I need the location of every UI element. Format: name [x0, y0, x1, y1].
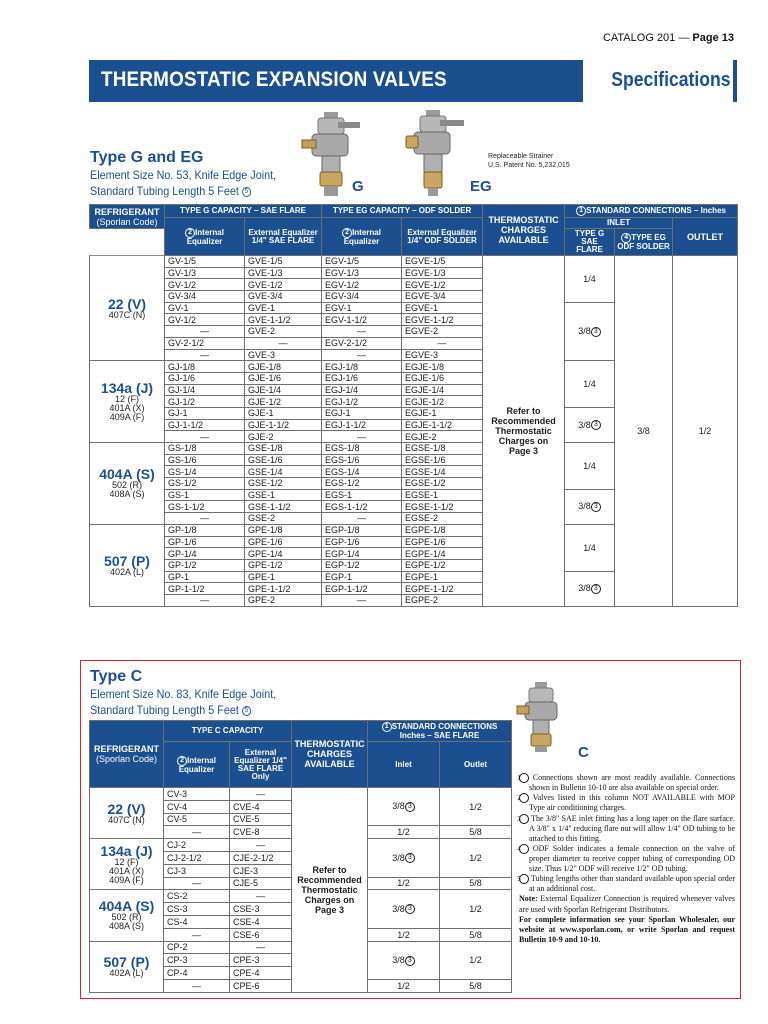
equalizer-note: Note: External Equalizer Connection is required whenever valves are used with Sporlan Refrigerant Distributors. [519, 894, 735, 914]
eg-external-cell: EGPE-1-1/2 [402, 583, 483, 595]
note-5-marker: 5 [242, 187, 251, 197]
note-marker: 3 [591, 584, 601, 594]
note-marker: 3 [405, 904, 415, 914]
valve-eg-label: EG [470, 178, 492, 195]
eg-external-cell: EGPE-1/8 [402, 524, 483, 536]
g-internal-cell: — [165, 594, 245, 606]
inlet-cell: 1/2 [368, 877, 440, 890]
c-internal-cell: CV-4 [164, 800, 230, 813]
eg-internal-cell: EGS-1 [322, 489, 402, 501]
catalog-label: CATALOG 201 — [602, 32, 690, 44]
refrigerant-alt: 401A (X) [108, 865, 145, 876]
g-external-cell: GSE-1/4 [245, 466, 322, 478]
eg-external-cell: EGPE-1/4 [402, 548, 483, 560]
eg-external-cell: EGPE-1/2 [402, 559, 483, 571]
page-title: THERMOSTATIC EXPANSION VALVES [101, 68, 447, 91]
g-external-cell: GPE-1 [245, 571, 322, 583]
page-number: Page 13 [692, 32, 734, 44]
outlet-cell: 1/2 [673, 256, 738, 607]
valve-c-image [515, 680, 571, 754]
eg-external-cell: EGJE-1/8 [402, 361, 483, 373]
eg-external-cell: EGSE-1/4 [402, 466, 483, 478]
inlet-cell: 1/2 [368, 979, 440, 992]
eg-external-cell: EGJE-1/4 [402, 384, 483, 396]
thermostatic-cell: Refer to Recommended Thermostatic Charges on Page 3 [483, 256, 565, 607]
type-g-subtitle-2: Standard Tubing Length 5 Feet 5 [90, 183, 251, 199]
c-external-cell: CJE-5 [230, 877, 292, 890]
eg-external-cell: EGVE-1-1/2 [402, 314, 483, 326]
refrigerant-alt: 408A (S) [108, 921, 145, 932]
note-marker: 4 [519, 844, 529, 854]
g-external-cell: GPE-1/6 [245, 536, 322, 548]
c-internal-cell: CV-3 [164, 788, 230, 801]
g-internal-cell: GJ-1/2 [165, 396, 245, 408]
eg-external-cell: EGJE-1/6 [402, 372, 483, 384]
refrigerant-cell [90, 256, 165, 361]
inlet-cell: 3/8 3 [368, 941, 440, 979]
type-c-table [89, 720, 512, 993]
c-external-cell: CVE-8 [230, 826, 292, 839]
footnote: 1 Connections shown are most readily available. Connections shown in Bulletin 10-10 are also available on special order. [517, 773, 735, 793]
refrigerant-cell [90, 524, 165, 606]
c-internal-cell: — [164, 826, 230, 839]
inlet-cell: 3/8 3 [368, 788, 440, 826]
g-internal-cell: GV-3/4 [165, 291, 245, 303]
g-external-cell: GSE-2 [245, 513, 322, 525]
note-marker: 5 [519, 874, 529, 884]
type-g-title: Type G and EG [90, 149, 204, 166]
c-internal-cell: — [164, 877, 230, 890]
eg-internal-cell: EGJ-1-1/2 [322, 419, 402, 431]
eg-external-cell: EGVE-1/3 [402, 267, 483, 279]
c-internal-cell: CJ-2-1/2 [164, 851, 230, 864]
g-internal-cell: GJ-1-1/2 [165, 419, 245, 431]
note-label: Note: [519, 894, 538, 904]
eg-internal-cell: EGS-1/2 [322, 478, 402, 490]
eg-external-cell: EGSE-1-1/2 [402, 501, 483, 513]
c-external-header: External Equalizer 1/4" SAE FLARE Only [230, 742, 292, 788]
eg-external-cell: EGJE-1-1/2 [402, 419, 483, 431]
g-external-cell: GVE-1/5 [245, 256, 322, 268]
title-banner [89, 60, 737, 102]
eg-internal-cell: EGJ-1/2 [322, 396, 402, 408]
note-marker: 3 [519, 814, 529, 824]
g-external-cell: GJE-1-1/2 [245, 419, 322, 431]
c-external-cell: CPE-4 [230, 967, 292, 980]
refrigerant-name: 404A (S) [98, 898, 155, 915]
g-internal-cell: GP-1 [165, 571, 245, 583]
eg-internal-cell: EGP-1-1/2 [322, 583, 402, 595]
outlet-cell: 1/2 [440, 839, 512, 877]
refrigerant-name: 134a (J) [100, 380, 154, 397]
inlet-g-cell: 1/4 [565, 524, 615, 571]
refrigerant-name: 507 (P) [103, 954, 150, 971]
thermostatic-cell: Refer to Recommended Thermostatic Charges on Page 3 [292, 788, 368, 993]
g-internal-cell: — [165, 349, 245, 361]
c-internal-cell: — [164, 979, 230, 992]
inlet-eg-cell: 3/8 [615, 256, 673, 607]
note-5-marker: 5 [242, 706, 251, 716]
inlet-header: Inlet [368, 742, 440, 788]
g-internal-cell: GS-1/2 [165, 478, 245, 490]
g-external-cell: GVE-3/4 [245, 291, 322, 303]
refrigerant-name: 507 (P) [104, 552, 150, 569]
type-g-subtitle-1: Element Size No. 53, Knife Edge Joint, [90, 168, 277, 182]
type-g-table [89, 204, 738, 607]
c-internal-cell: CJ-3 [164, 864, 230, 877]
eg-internal-cell: EGS-1/8 [322, 443, 402, 455]
g-external-cell: GSE-1/6 [245, 454, 322, 466]
c-internal-cell: CV-5 [164, 813, 230, 826]
c-internal-cell: CS-2 [164, 890, 230, 903]
info-text: For complete information see your Sporlan Wholesaler, our website at www.sporlan.com, or write Sporlan and request Bulletin 10-9 and 10-10. [519, 914, 735, 944]
c-internal-cell: — [164, 928, 230, 941]
type-c-subtitle-2: Standard Tubing Length 5 Feet 5 [90, 702, 251, 718]
refrigerant-header: REFRIGERANT (Sporlan Code) [90, 205, 165, 229]
c-external-cell: CSE-3 [230, 903, 292, 916]
eg-external-cell: EGSE-1/2 [402, 478, 483, 490]
g-internal-cell: GV-2-1/2 [165, 337, 245, 349]
g-external-cell: GSE-1/8 [245, 443, 322, 455]
g-internal-cell: GS-1-1/2 [165, 501, 245, 513]
g-internal-cell: GJ-1 [165, 407, 245, 419]
patent-note: Replaceable Strainer U.S. Patent No. 5,232,015 [488, 153, 570, 169]
eg-internal-cell: EGV-1/5 [322, 256, 402, 268]
c-external-cell: CJE-2-1/2 [230, 851, 292, 864]
c-external-cell: — [230, 839, 292, 852]
inlet-g-cell: 1/4 [565, 443, 615, 490]
refrigerant-cell [90, 788, 164, 839]
refrigerant-name: 22 (V) [107, 295, 147, 312]
g-internal-cell: GV-1/3 [165, 267, 245, 279]
refrigerant-cell [90, 443, 165, 525]
footnote: 4 ODF Solder indicates a female connection on the valve of proper diameter to receive copper tubing of corresponding OD size. Thus 1/2" ODF will receive 1/2" OD tubing. [517, 843, 735, 874]
note-marker: 1 [519, 773, 529, 783]
eg-internal-cell: — [322, 431, 402, 443]
g-external-cell: GPE-1-1/2 [245, 583, 322, 595]
inlet-g-cell: 3/8 3 [565, 489, 615, 524]
refrigerant-cell [90, 941, 164, 992]
g-internal-header: 2 Internal Equalizer [165, 218, 245, 256]
standard-connections-header: 1 STANDARD CONNECTIONS Inches – SAE FLARE [368, 721, 512, 742]
eg-external-cell: EGSE-1 [402, 489, 483, 501]
note-marker: 3 [591, 420, 601, 430]
c-external-cell: — [230, 788, 292, 801]
inlet-g-cell: 1/4 [565, 256, 615, 303]
eg-external-cell: EGVE-3 [402, 349, 483, 361]
thermostatic-header: THERMOSTATIC CHARGES AVAILABLE [483, 205, 565, 256]
refrigerant-alt: 407C (N) [108, 814, 145, 825]
c-internal-cell: CP-4 [164, 967, 230, 980]
eg-external-cell: EGPE-1 [402, 571, 483, 583]
eg-external-cell: EGVE-2 [402, 326, 483, 338]
eg-internal-cell: EGJ-1/4 [322, 384, 402, 396]
c-external-cell: — [230, 941, 292, 954]
inlet-g-cell: 3/8 3 [565, 407, 615, 442]
inlet-g-cell: 1/4 [565, 361, 615, 408]
inlet-cell: 3/8 3 [368, 890, 440, 928]
refrigerant-name: 134a (J) [100, 842, 153, 859]
g-internal-cell: GV-1/2 [165, 314, 245, 326]
footnote: 2 Valves listed in this column NOT AVAILABLE with MOP Type air conditioning charges. [517, 793, 735, 813]
eg-external-cell: EGSE-2 [402, 513, 483, 525]
eg-external-cell: EGSE-1/8 [402, 443, 483, 455]
info-note [519, 915, 735, 945]
g-internal-cell: — [165, 326, 245, 338]
c-external-cell: CPE-3 [230, 954, 292, 967]
eg-internal-cell: EGV-3/4 [322, 291, 402, 303]
eg-external-cell: EGVE-3/4 [402, 291, 483, 303]
refrigerant-cell [90, 890, 164, 941]
g-internal-cell: GP-1/2 [165, 559, 245, 571]
table-row [90, 788, 512, 801]
g-external-cell: GVE-2 [245, 326, 322, 338]
g-external-cell: GSE-1/2 [245, 478, 322, 490]
eg-external-cell: EGJE-1 [402, 407, 483, 419]
inlet-cell: 3/8 3 [368, 839, 440, 877]
c-internal-cell: CJ-2 [164, 839, 230, 852]
note-marker: 3 [405, 802, 415, 812]
eg-internal-cell: — [322, 349, 402, 361]
refrigerant-alt: 12 (F) [114, 856, 139, 867]
g-internal-cell: GS-1/6 [165, 454, 245, 466]
valve-eg-image [402, 108, 472, 198]
g-internal-cell: GP-1/6 [165, 536, 245, 548]
eg-external-cell: EGPE-1/6 [402, 536, 483, 548]
specifications-tab [583, 60, 733, 102]
refrigerant-alt: 12 (F) [114, 394, 139, 405]
inlet-eg-header: 4 TYPE EG ODF SOLDER [615, 229, 673, 256]
footnote: 5 Tubing lengths other than standard available upon special order at an additional cost. [517, 874, 735, 894]
g-external-cell: GJE-1/8 [245, 361, 322, 373]
refrigerant-alt: 401A (X) [109, 403, 145, 414]
specifications-label: Specifications [611, 69, 731, 91]
g-external-cell: GVE-1 [245, 302, 322, 314]
g-external-cell: GJE-1 [245, 407, 322, 419]
type-c-title: Type C [90, 668, 143, 685]
g-external-cell: GVE-1/2 [245, 279, 322, 291]
valve-c-label: C [578, 744, 589, 761]
g-external-cell: GJE-1/2 [245, 396, 322, 408]
outlet-cell: 5/8 [440, 979, 512, 992]
g-external-header: External Equalizer 1/4" SAE FLARE [245, 218, 322, 256]
c-internal-cell: CP-3 [164, 954, 230, 967]
c-external-cell: CJE-3 [230, 864, 292, 877]
g-external-cell: GSE-1-1/2 [245, 501, 322, 513]
eg-external-cell: EGVE-1/5 [402, 256, 483, 268]
eg-internal-cell: EGP-1/4 [322, 548, 402, 560]
note-marker: 3 [591, 327, 601, 337]
note-marker: 3 [591, 502, 601, 512]
g-external-cell: GPE-1/2 [245, 559, 322, 571]
inlet-g-cell: 3/8 3 [565, 302, 615, 360]
g-internal-cell: — [165, 513, 245, 525]
type-c-subtitle-1: Element Size No. 83, Knife Edge Joint, [90, 687, 277, 701]
eg-external-header: External Equalizer 1/4" ODF SOLDER [402, 218, 483, 256]
c-external-cell: CPE-6 [230, 979, 292, 992]
g-external-cell: GPE-1/4 [245, 548, 322, 560]
eg-internal-cell: EGP-1 [322, 571, 402, 583]
outlet-cell: 1/2 [440, 890, 512, 928]
g-capacity-header: TYPE G CAPACITY – SAE FLARE [165, 205, 322, 218]
g-external-cell: GVE-1-1/2 [245, 314, 322, 326]
refrigerant-name: 22 (V) [107, 800, 146, 817]
eg-external-cell: EGVE-1 [402, 302, 483, 314]
outlet-cell: 1/2 [440, 941, 512, 979]
g-internal-cell: — [165, 431, 245, 443]
eg-internal-cell: EGJ-1 [322, 407, 402, 419]
eg-external-cell: EGPE-2 [402, 594, 483, 606]
c-internal-cell: CS-4 [164, 915, 230, 928]
g-external-cell: GPE-1/8 [245, 524, 322, 536]
g-external-cell: GVE-1/3 [245, 267, 322, 279]
refrigerant-cell [90, 361, 165, 443]
inlet-g-cell: 3/8 3 [565, 571, 615, 606]
eg-internal-cell: EGV-1/2 [322, 279, 402, 291]
catalog-header [603, 32, 734, 44]
eg-internal-cell: EGS-1/4 [322, 466, 402, 478]
g-internal-cell: GJ-1/8 [165, 361, 245, 373]
g-external-cell: GJE-1/6 [245, 372, 322, 384]
outlet-cell: 1/2 [440, 788, 512, 826]
g-external-cell: GJE-2 [245, 431, 322, 443]
eg-internal-cell: EGV-1 [322, 302, 402, 314]
eg-internal-cell: EGP-1/8 [322, 524, 402, 536]
refrigerant-alt: 402A (L) [109, 968, 144, 979]
inlet-g-header: TYPE G SAE FLARE [565, 229, 615, 256]
thermostatic-header: THERMOSTATIC CHARGES AVAILABLE [292, 721, 368, 788]
g-external-cell: — [245, 337, 322, 349]
c-capacity-header: TYPE C CAPACITY [164, 721, 292, 742]
eg-external-cell: EGJE-2 [402, 431, 483, 443]
refrigerant-cell [90, 839, 164, 890]
c-internal-cell: CP-2 [164, 941, 230, 954]
g-internal-cell: GV-1/5 [165, 256, 245, 268]
inlet-cell: 1/2 [368, 826, 440, 839]
g-internal-cell: GV-1 [165, 302, 245, 314]
c-external-cell: CVE-5 [230, 813, 292, 826]
refrigerant-alt: 402A (L) [109, 566, 145, 577]
eg-internal-cell: — [322, 594, 402, 606]
eg-external-cell: EGVE-1/2 [402, 279, 483, 291]
outlet-header: OUTLET [673, 218, 738, 256]
c-external-cell: — [230, 890, 292, 903]
g-external-cell: GSE-1 [245, 489, 322, 501]
outlet-cell: 5/8 [440, 928, 512, 941]
g-internal-cell: GS-1/8 [165, 443, 245, 455]
footnote: 3 The 3/8" SAE inlet fitting has a long taper on the flare surface. A 3/8" x 1/4" reducing flare nut will allow 1/4" OD tubing to be attached to this fitting. [517, 813, 735, 843]
g-internal-cell: GJ-1/6 [165, 372, 245, 384]
c-external-cell: CVE-4 [230, 800, 292, 813]
refrigerant-alt: 407C (N) [108, 309, 146, 320]
inlet-cell: 1/2 [368, 928, 440, 941]
g-internal-cell: GP-1/8 [165, 524, 245, 536]
eg-internal-header: 2 Internal Equalizer [322, 218, 402, 256]
outlet-cell: 5/8 [440, 826, 512, 839]
eg-internal-cell: EGV-2-1/2 [322, 337, 402, 349]
eg-capacity-header: TYPE EG CAPACITY – ODF SOLDER [322, 205, 483, 218]
refrigerant-alt: 409A (F) [109, 874, 144, 885]
eg-internal-cell: EGJ-1/8 [322, 361, 402, 373]
refrigerant-alt: 408A (S) [109, 489, 145, 500]
note-marker: 2 [519, 793, 529, 803]
c-internal-cell: CS-3 [164, 903, 230, 916]
eg-internal-cell: EGJ-1/6 [322, 372, 402, 384]
g-internal-cell: GP-1-1/2 [165, 583, 245, 595]
standard-connections-header: 1 STANDARD CONNECTIONS – Inches [565, 205, 738, 218]
c-internal-header: 2 Internal Equalizer [164, 742, 230, 788]
eg-external-cell: EGSE-1/6 [402, 454, 483, 466]
eg-internal-cell: — [322, 513, 402, 525]
g-external-cell: GVE-3 [245, 349, 322, 361]
valve-g-label: G [352, 178, 364, 195]
footnotes [519, 773, 735, 945]
refrigerant-header: REFRIGERANT (Sporlan Code) [90, 721, 164, 788]
refrigerant-name: 404A (S) [99, 466, 155, 483]
outlet-cell: 5/8 [440, 877, 512, 890]
eg-internal-cell: EGV-1-1/2 [322, 314, 402, 326]
eg-internal-cell: EGP-1/2 [322, 559, 402, 571]
c-external-cell: CSE-6 [230, 928, 292, 941]
g-internal-cell: GJ-1/4 [165, 384, 245, 396]
eg-internal-cell: EGS-1/6 [322, 454, 402, 466]
eg-internal-cell: EGV-1/3 [322, 267, 402, 279]
eg-internal-cell: — [322, 326, 402, 338]
c-external-cell: CSE-4 [230, 915, 292, 928]
g-internal-cell: GS-1 [165, 489, 245, 501]
outlet-header: Outlet [440, 742, 512, 788]
note-marker: 3 [405, 853, 415, 863]
refrigerant-alt: 409A (F) [109, 412, 145, 423]
g-external-cell: GJE-1/4 [245, 384, 322, 396]
g-internal-cell: GS-1/4 [165, 466, 245, 478]
refrigerant-alt: 502 (R) [111, 912, 142, 923]
inlet-header: INLET [565, 218, 673, 229]
table-row [90, 256, 738, 268]
refrigerant-alt: 502 (R) [111, 480, 142, 491]
g-internal-cell: GP-1/4 [165, 548, 245, 560]
eg-external-cell: EGJE-1/2 [402, 396, 483, 408]
eg-internal-cell: EGS-1-1/2 [322, 501, 402, 513]
eg-external-cell: — [402, 337, 483, 349]
note-marker: 3 [405, 956, 415, 966]
g-internal-cell: GV-1/2 [165, 279, 245, 291]
g-external-cell: GPE-2 [245, 594, 322, 606]
eg-internal-cell: EGP-1/6 [322, 536, 402, 548]
